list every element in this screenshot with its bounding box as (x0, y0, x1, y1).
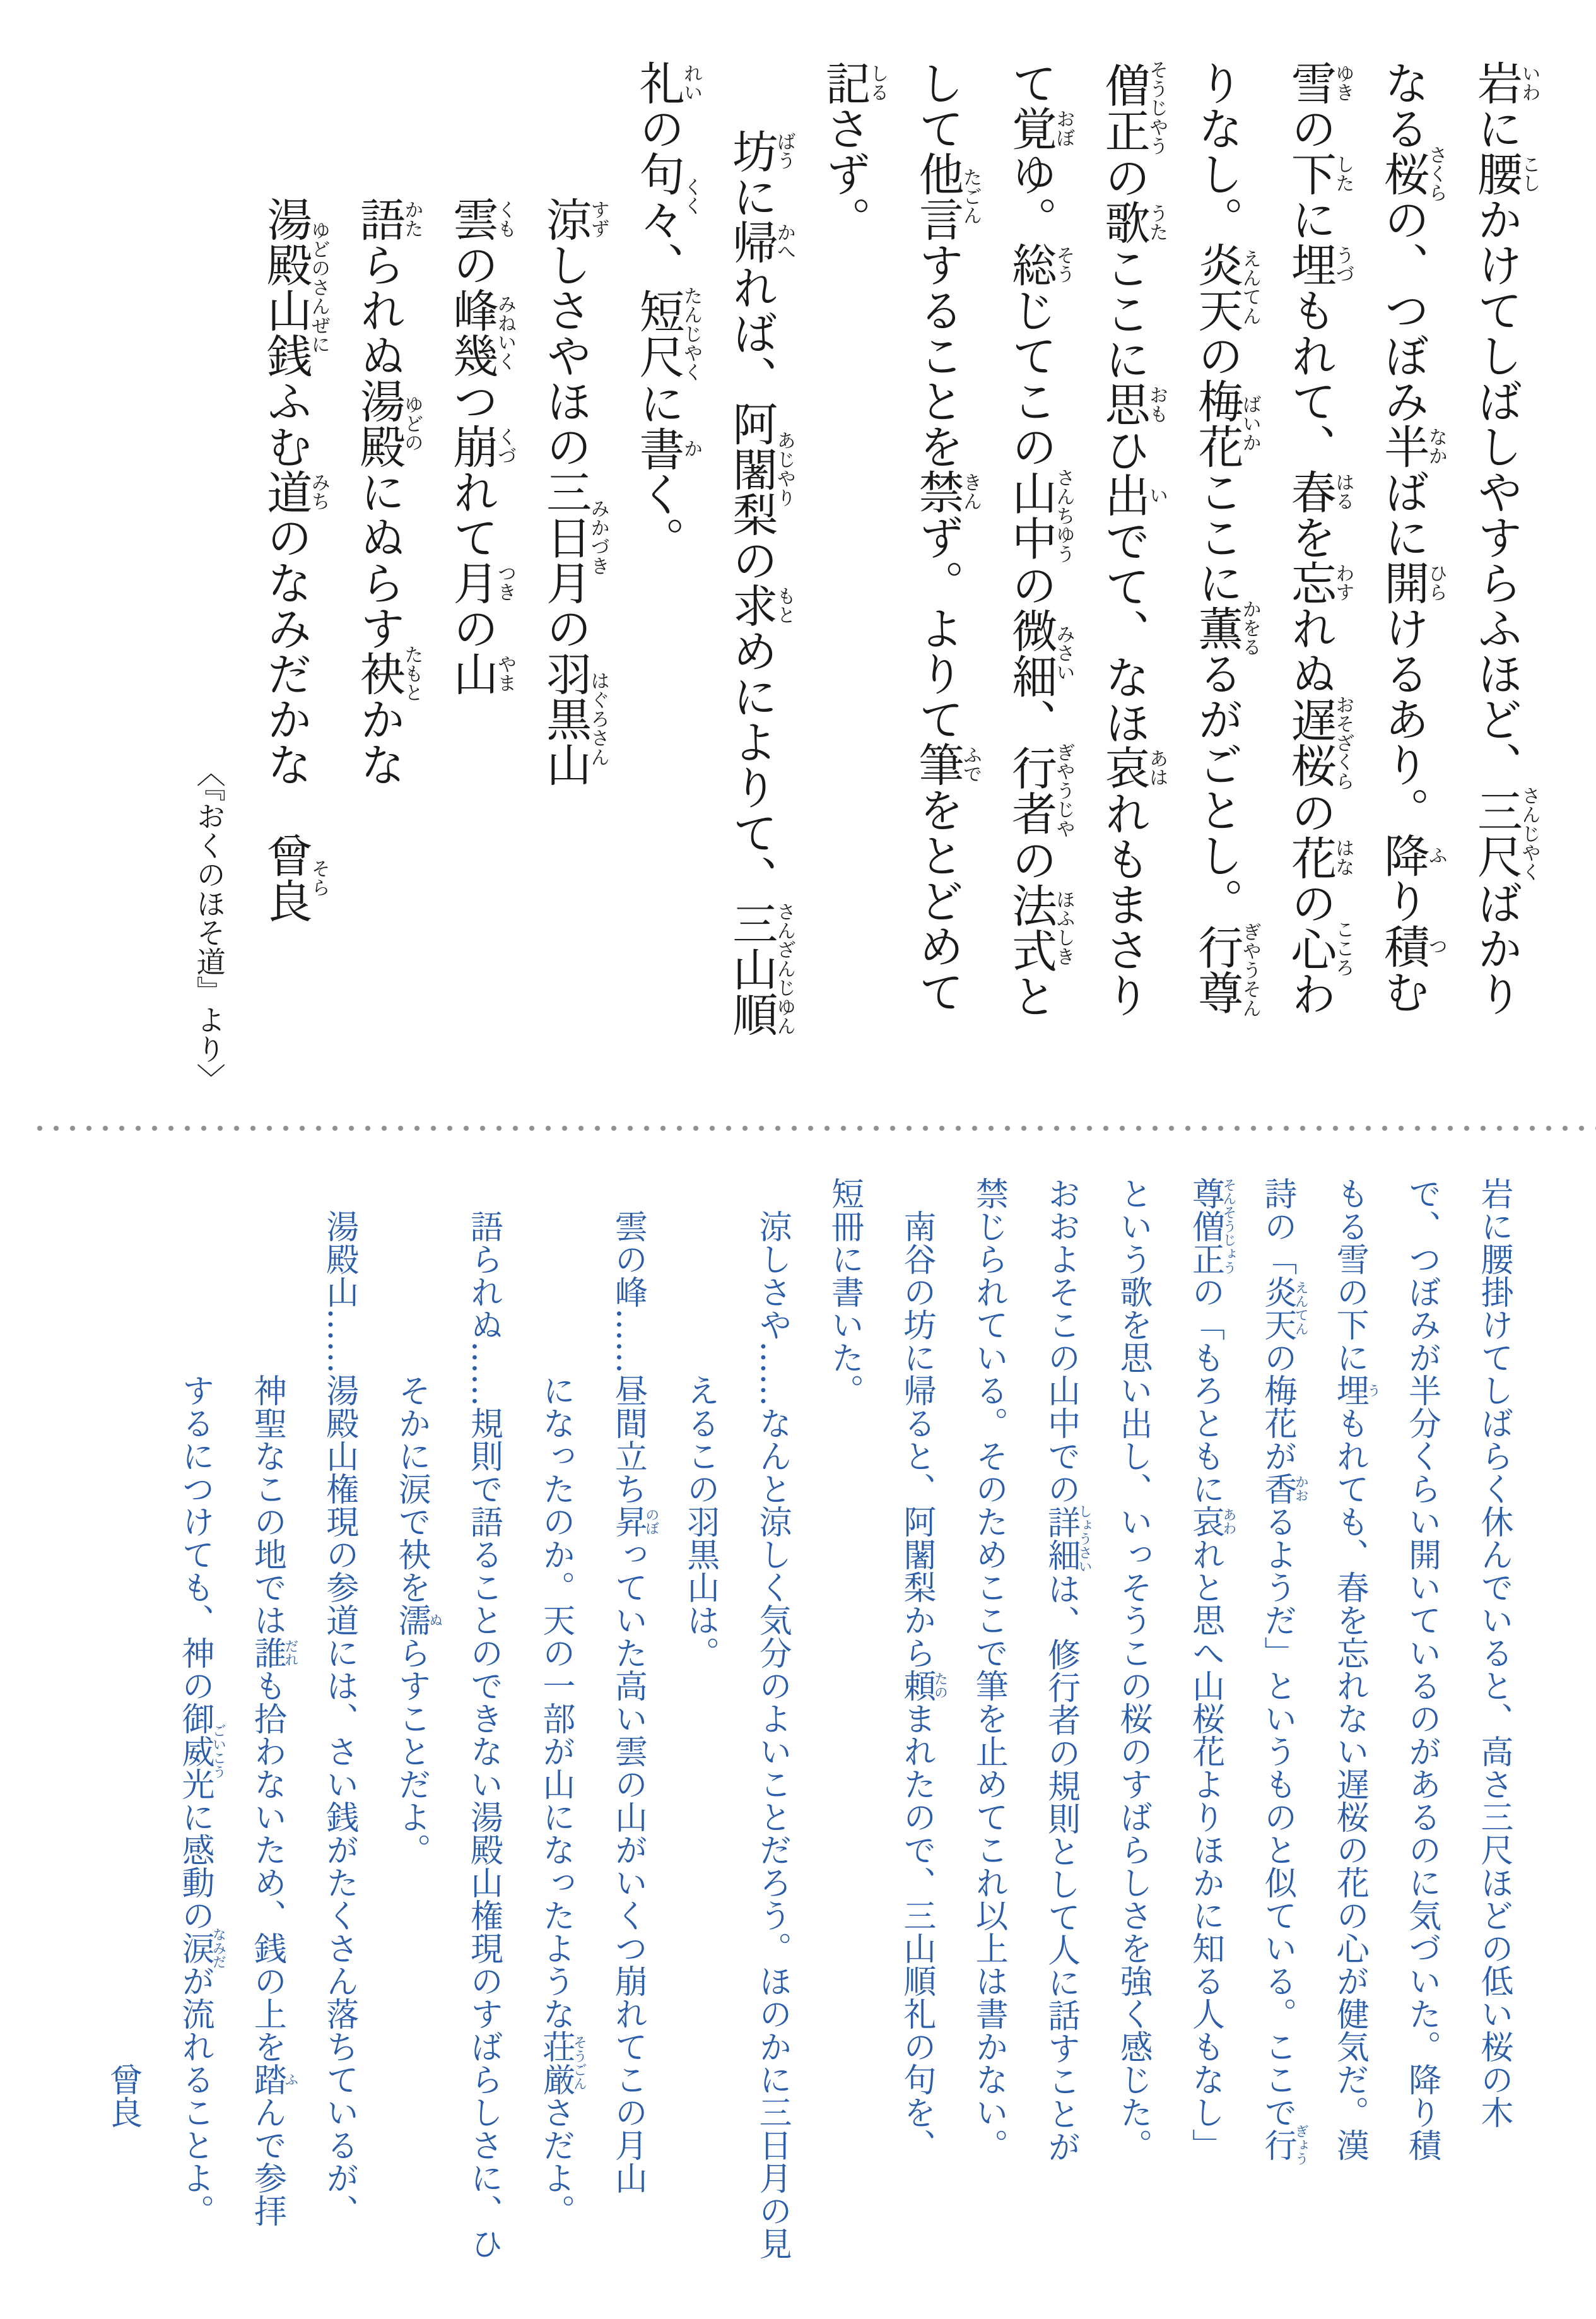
furigana-ruby: 花はな (1283, 834, 1354, 880)
furigana-ruby: 総そう (1004, 242, 1075, 287)
furigana-ruby: 行尊ぎやうそん (1190, 922, 1261, 1018)
furigana-ruby: 語かた (352, 196, 423, 242)
original-column-4: りなし。炎天えんてんの梅花ばいかここに薫かをるるがごとし。行尊ぎやうそん (1190, 60, 1261, 1018)
translation-column-18: 神聖なこの地では誰だれも拾わないため、銭の上を踏ふんで参拝 (248, 1374, 298, 2227)
original-column-11-haiku: 涼すずしさやほの三日月みかづきの羽黒山はぐろさん (539, 196, 609, 787)
furigana-ruby: 踏ふ (248, 2063, 298, 2096)
furigana-ruby: 句々くく (631, 151, 703, 242)
furigana-ruby: 道みち (259, 469, 330, 514)
furigana-ruby: 誰だれ (248, 1636, 298, 1669)
furigana-ruby: 山中さんちゆう (1004, 468, 1075, 564)
furigana-ruby: 三日月みかづき (539, 469, 609, 605)
furigana-ruby: 炎天えんてん (1258, 1275, 1309, 1341)
furigana-ruby: 思おも (1097, 381, 1168, 427)
translation-column-10: 短冊に書いた。 (825, 1177, 864, 1407)
translation-column-20-attribution: 曾良 (103, 2063, 142, 2128)
furigana-ruby: 礼れい (631, 60, 703, 105)
furigana-ruby: 哀あわ (1186, 1505, 1236, 1538)
furigana-ruby: 覚おぼ (1004, 105, 1075, 151)
furigana-ruby: 炎天えんてん (1190, 242, 1261, 333)
furigana-ruby: 積つ (1376, 923, 1447, 969)
furigana-ruby: 下した (1283, 151, 1354, 196)
original-column-10: 礼れいの句々くく、短尺たんじやくに書かく。 (631, 60, 703, 562)
original-column-6: て覚おぼゆ。総そうじてこの山中さんちゆうの微細みさい、行者ぎやうじやの法式ほふしきと (1004, 60, 1075, 1019)
furigana-ruby: 埋うづ (1283, 242, 1354, 287)
furigana-ruby: 歌うた (1097, 199, 1168, 245)
furigana-ruby: 涙なみだ (175, 1927, 226, 1969)
furigana-ruby: 雪ゆき (1283, 60, 1354, 105)
furigana-ruby: 山やま (445, 651, 516, 696)
furigana-ruby: 湯殿山銭ゆどのさんぜに (259, 196, 330, 378)
furigana-ruby: 月つき (445, 560, 516, 605)
original-column-5: 僧正そうじやうの歌うたここに思おもひ出いでて、なほ哀あはれもまさり (1097, 60, 1168, 1018)
translation-column-19: するにつけても、神の御威光ごいこうに感動の涙なみだが流れることよ。 (175, 1374, 226, 2227)
original-column-8: 記しるさず。 (818, 60, 889, 242)
furigana-ruby: 出い (1097, 472, 1168, 518)
furigana-ruby: 筆ふで (911, 741, 982, 787)
furigana-ruby: 昇のぼ (609, 1505, 659, 1538)
furigana-ruby: 開ひら (1376, 560, 1447, 605)
furigana-ruby: 行ぎょう (1258, 2124, 1309, 2166)
furigana-ruby: 香かお (1258, 1472, 1309, 1505)
original-column-13-haiku: 語かたられぬ湯殿ゆどのにぬらす袂たもとかな (352, 196, 423, 787)
furigana-ruby: 荘厳そうごん (536, 2030, 587, 2096)
furigana-ruby: 腰こし (1470, 151, 1540, 196)
original-text-section (35, 60, 1542, 1117)
translation-column-8: 禁じられている。そのためここで筆を止めてこれ以上は書かない。 (970, 1177, 1008, 2161)
furigana-ruby: 薫かをる (1190, 599, 1261, 657)
translation-column-15: 語られぬ……規則で語ることのできない湯殿山権現のすばらしさに、ひ (464, 1210, 503, 2260)
original-column-7: して他言たごんすることを禁きんず。よりて筆ふでをとどめて (911, 60, 982, 1014)
furigana-ruby: 半なか (1376, 423, 1447, 469)
translation-column-11: 涼しさや……なんと涼しく気分のよいことだろう。ほのかに三日月の見 (753, 1210, 792, 2260)
translation-column-12: えるこの羽黒山は。 (681, 1374, 719, 1669)
furigana-ruby: 求もと (725, 582, 795, 628)
furigana-ruby: 三山順さんざんじゆん (725, 900, 795, 1037)
furigana-ruby: 峰幾みねいく (445, 287, 516, 378)
furigana-ruby: 短尺たんじやく (631, 286, 703, 382)
furigana-ruby: 埋う (1330, 1374, 1381, 1407)
translation-column-7: おおよそこの山中での詳細しょうさいは、修行者の規則として人に話すことが (1042, 1177, 1093, 2163)
original-column-3: 雪ゆきの下したに埋うづもれて、春はるを忘わすれぬ遅桜おそざくらの花はなの心こころわ (1283, 60, 1354, 1017)
furigana-ruby: 詳細しょうさい (1042, 1504, 1093, 1573)
furigana-ruby: 書か (631, 425, 703, 471)
translation-column-13: 雲の峰……昼間立ち昇のぼっていた高い雲の山がいくつ崩れてこの月山 (609, 1210, 659, 2194)
furigana-ruby: 羽黒山はぐろさん (539, 651, 609, 787)
translation-column-16: そかに涙で袂を濡ぬらすことだよ。 (392, 1374, 443, 1866)
furigana-ruby: 禁きん (911, 469, 982, 514)
furigana-ruby: 尊僧正そんそうじょう (1186, 1177, 1236, 1275)
translation-column-3: もる雪の下に埋うもれても、春を忘れない遅桜の花の心が健気だ。漢 (1330, 1177, 1381, 2161)
original-column-2: なる桜さくらの、つぼみ半なかばに開ひらけるあり。降ふり積つむ (1376, 60, 1447, 1014)
furigana-ruby: 頼たの (897, 1669, 948, 1702)
furigana-ruby: 涼すず (539, 196, 609, 242)
furigana-ruby: 岩いわ (1470, 60, 1540, 105)
furigana-ruby: 帰かへ (725, 219, 795, 264)
dotted-divider (32, 1124, 1596, 1132)
translation-section (60, 1177, 1530, 2281)
furigana-ruby: 三尺さんじやく (1470, 786, 1540, 882)
furigana-ruby: 微細みさい (1004, 607, 1075, 699)
original-column-15-source: 〈『おくのほそ道』より〉 (192, 757, 226, 1092)
original-column-9: 坊ばうに帰かへれば、阿闍梨あじやりの求もとめによりて、三山順さんざんじゆん (725, 128, 795, 1037)
furigana-ruby: 桜さくら (1376, 145, 1447, 203)
furigana-ruby: 僧正そうじやう (1097, 60, 1168, 156)
translation-column-5: 尊僧正そんそうじょうの「もろともに哀あわれと思へ山桜花よりほかに知る人もなし」 (1186, 1177, 1236, 2161)
furigana-ruby: 崩くづ (445, 423, 516, 469)
translation-column-1: 岩に腰掛けてしばらく休んでいると、高さ三尺ほどの低い桜の木 (1475, 1177, 1513, 2128)
furigana-ruby: 袂たもと (352, 644, 423, 702)
furigana-ruby: 濡ぬ (392, 1603, 443, 1636)
furigana-ruby: 降ふ (1376, 832, 1447, 878)
translation-column-17: 湯殿山……湯殿山権現の参道には、さい銭がたくさん落ちているが、 (320, 1210, 358, 2227)
original-column-12-haiku: 雲くもの峰幾みねいくつ崩くづれて月つきの山やま (445, 196, 516, 696)
furigana-ruby: 湯殿ゆどの (352, 378, 423, 469)
furigana-ruby: 曾良そら (259, 832, 330, 923)
furigana-ruby: 春はる (1283, 469, 1354, 514)
furigana-ruby: 法式ほふしき (1004, 882, 1075, 974)
original-column-1: 岩いわに腰こしかけてしばしやすらふほど、三尺さんじやくばかり (1470, 60, 1540, 1017)
translation-column-9: 南谷の坊に帰ると、阿闍梨から頼たのまれたので、三山順礼の句を、 (897, 1210, 948, 2161)
furigana-ruby: 御威光ごいこう (175, 1702, 226, 1800)
furigana-ruby: 遅桜おそざくら (1283, 695, 1354, 791)
furigana-ruby: 雲くも (445, 196, 516, 242)
furigana-ruby: 心こころ (1283, 919, 1354, 977)
furigana-ruby: 哀あは (1097, 745, 1168, 791)
original-column-14-haiku: 湯殿山銭ゆどのさんぜにふむ道みちのなみだかな 曾良そら (259, 196, 330, 923)
furigana-ruby: 記しる (818, 60, 889, 105)
furigana-ruby: 他言たごん (911, 151, 982, 242)
translation-column-14: になったのか。天の一部が山になったような荘厳そうごんさだよ。 (536, 1374, 587, 2227)
translation-column-2: で、つぼみが半分くらい開いているのがあるのに気づいた。降り積 (1402, 1177, 1441, 2161)
furigana-ruby: 忘わす (1283, 560, 1354, 605)
furigana-ruby: 坊ばう (725, 128, 795, 174)
translation-column-6: という歌を思い出し、いっそうこの桜のすばらしさを強く感じた。 (1114, 1177, 1153, 2161)
furigana-ruby: 梅花ばいか (1190, 378, 1261, 469)
furigana-ruby: 阿闍梨あじやり (725, 401, 795, 537)
translation-column-4: 詩の「炎天えんてんの梅花が香かおるようだ」というものと似ている。ここで行ぎょう (1258, 1177, 1309, 2166)
furigana-ruby: 行者ぎやうじや (1004, 742, 1075, 838)
